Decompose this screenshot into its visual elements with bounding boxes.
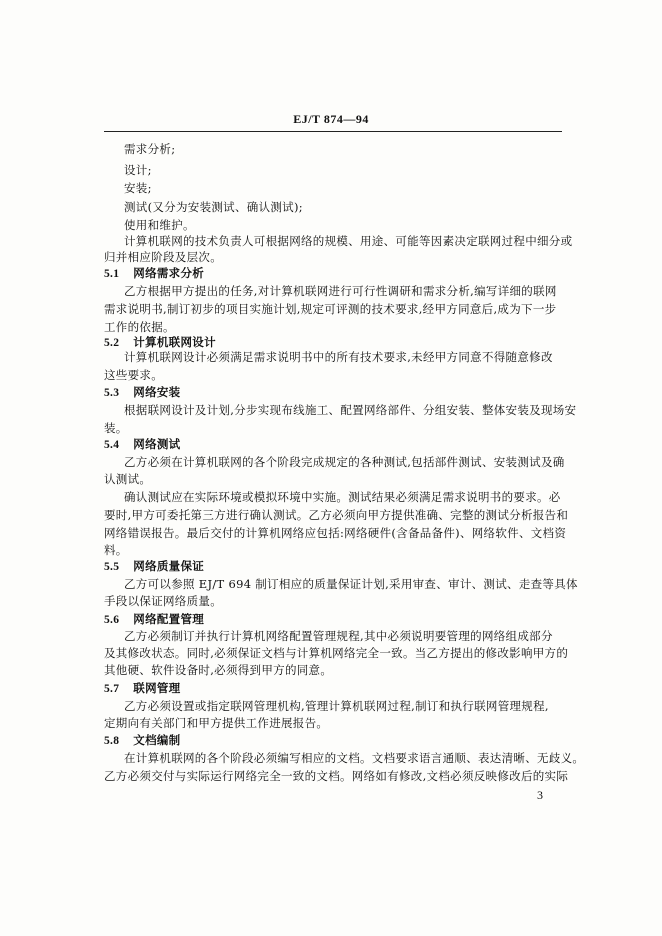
section-heading [104, 732, 180, 749]
paragraph-line: 乙方必须设置或指定联网管理机构,管理计算机联网过程,制订和执行联网管理规程, [124, 699, 549, 713]
paragraph-line: 其他硬、软件设备时,必须得到甲方的同意。 [104, 663, 333, 677]
header-rule [104, 131, 562, 132]
paragraph-line: 计算机联网的技术负责人可根据网络的规模、用途、可能等因素决定联网过程中细分或 [124, 234, 573, 248]
section-title: 联网管理 [133, 681, 181, 695]
section-number: 5.1 [104, 268, 120, 280]
section-heading [104, 680, 180, 697]
section-heading [104, 384, 180, 401]
section-heading [104, 558, 204, 575]
paragraph-line: 乙方可以参照 EJ/T 694 制订相应的质量保证计划,采用审查、审计、测试、走查等具体 [124, 577, 578, 591]
paragraph-line: 手段以保证网络质量。 [104, 594, 222, 608]
section-number: 5.2 [104, 337, 120, 349]
paragraph-line: 乙方必须制订并执行计算机网络配置管理规程,其中必须说明要管理的网络组成部分 [124, 629, 553, 643]
section-number: 5.8 [104, 735, 120, 747]
paragraph-line: 在计算机联网的各个阶段必须编写相应的文档。文档要求语言通顺、表达清晰、无歧义。 [124, 751, 585, 765]
section-number: 5.6 [104, 614, 120, 626]
page-number: 3 [537, 788, 543, 802]
section-title: 网络安装 [133, 385, 181, 399]
paragraph-line: 装。 [104, 421, 128, 435]
section-title: 网络配置管理 [133, 612, 205, 626]
paragraph-line: 及其修改状态。同时,必须保证文档与计算机网络完全一致。当乙方提出的修改影响甲方的 [104, 646, 569, 660]
paragraph-line: 认测试。 [104, 472, 152, 486]
list-item: 需求分析; [124, 142, 176, 156]
section-title: 文档编制 [133, 733, 181, 747]
paragraph-line: 乙方必须在计算机联网的各个阶段完成规定的各种测试,包括部件测试、安装测试及确 [124, 455, 565, 469]
section-heading [104, 265, 204, 282]
section-title: 网络测试 [133, 437, 181, 451]
paragraph-line: 料。 [104, 543, 128, 557]
section-title: 网络需求分析 [133, 266, 205, 280]
paragraph-line: 计算机联网设计必须满足需求说明书中的所有技术要求,未经甲方同意不得随意修改 [124, 350, 553, 364]
section-number: 5.3 [104, 387, 120, 399]
paragraph-line: 网络错误报告。最后交付的计算机网络应包括:网络硬件(含备品备件)、网络软件、文档资 [104, 526, 567, 540]
paragraph-line: 要时,甲方可委托第三方进行确认测试。乙方必须向甲方提供准确、完整的测试分析报告和 [104, 508, 569, 522]
section-heading [104, 611, 204, 628]
list-item: 测试(又分为安装测试、确认测试); [124, 200, 303, 214]
paragraph-line: 归并相应阶段及层次。 [104, 250, 222, 264]
section-title: 计算机联网设计 [133, 335, 216, 349]
paragraph-line: 确认测试应在实际环境或模拟环境中实施。测试结果必须满足需求说明书的要求。必 [124, 490, 561, 504]
paragraph-line: 乙方根据甲方提出的任务,对计算机联网进行可行性调研和需求分析,编写详细的联网 [124, 284, 557, 298]
list-item: 设计; [124, 163, 152, 177]
list-item: 使用和维护。 [124, 218, 195, 232]
page-header: EJ/T 874—94 [293, 112, 369, 126]
paragraph-line: 需求说明书,制订初步的项目实施计划,规定可评测的技术要求,经甲方同意后,成为下一步 [104, 302, 557, 316]
paragraph-line: 乙方必须交付与实际运行网络完全一致的文档。网络如有修改,文档必须反映修改后的实际 [104, 769, 569, 783]
section-title: 网络质量保证 [133, 559, 205, 573]
paragraph-line: 工作的依据。 [104, 320, 175, 334]
section-number: 5.5 [104, 561, 120, 573]
paragraph-line: 定期向有关部门和甲方提供工作进展报告。 [104, 716, 329, 730]
section-heading [104, 436, 180, 453]
list-item: 安装; [124, 181, 152, 195]
paragraph-line: 这些要求。 [104, 368, 163, 382]
section-number: 5.4 [104, 439, 120, 451]
paragraph-line: 根据联网设计及计划,分步实现布线施工、配置网络部件、分组安装、整体安装及现场安 [124, 403, 577, 417]
section-number: 5.7 [104, 683, 120, 695]
